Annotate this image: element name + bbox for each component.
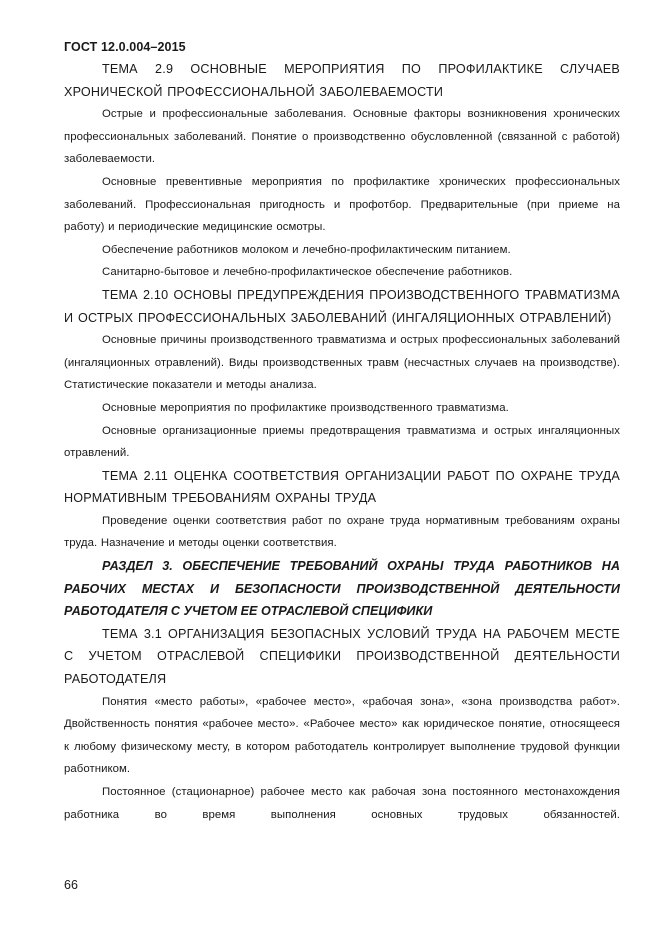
paragraph: Постоянное (стационарное) рабочее место как рабочая зона постоянного местонахождения работника во время выполнения основных трудовых обязанностей.	[64, 786, 620, 821]
section-heading: РАЗДЕЛ 3. ОБЕСПЕЧЕНИЕ ТРЕБОВАНИЙ ОХРАНЫ ТРУДА РАБОТНИКОВ НА РАБОЧИХ МЕСТАХ И БЕЗОПАСНОСТИ ПРОИЗВОДСТВЕННОЙ ДЕЯТЕЛЬНОСТИ РАБОТОДАТЕЛЯ С УЧЕТОМ ЕЕ ОТРАСЛЕВОЙ СПЕЦИФИКИ	[64, 559, 620, 619]
document-body	[64, 58, 620, 826]
paragraph: Основные организационные приемы предотвращения травматизма и острых ингаляционных отравлений.	[64, 424, 620, 460]
paragraph: Понятия «место работы», «рабочее место», «рабочая зона», «зона производства работ». Двойственность понятия «рабочее место». «Рабочее место» как юридическое понятие, относящееся к любому физическому месту, в котором работодатель контролирует выполнение трудовой функции работником.	[64, 695, 620, 776]
topic-heading: ТЕМА 2.10 ОСНОВЫ ПРЕДУПРЕЖДЕНИЯ ПРОИЗВОДСТВЕННОГО ТРАВМАТИЗМА И ОСТРЫХ ПРОФЕССИОНАЛЬНЫХ ЗАБОЛЕВАНИЙ (ИНГАЛЯЦИОННЫХ ОТРАВЛЕНИЙ)	[64, 287, 620, 325]
paragraph: Обеспечение работников молоком и лечебно-профилактическим питанием.	[102, 243, 511, 256]
page-number: 66	[64, 878, 78, 892]
paragraph: Основные превентивные мероприятия по профилактике хронических профессиональных заболеваний. Профессиональная пригодность и профотбор. Предварительные (при приеме на работу) и периодические медицинские осмотры.	[64, 175, 620, 234]
paragraph: Санитарно-бытовое и лечебно-профилактическое обеспечение работников.	[102, 266, 513, 279]
paragraph: Проведение оценки соответствия работ по охране труда нормативным требованиям охраны труда. Назначение и методы оценки соответствия.	[64, 514, 620, 550]
topic-heading: ТЕМА 2.9 ОСНОВНЫЕ МЕРОПРИЯТИЯ ПО ПРОФИЛАКТИКЕ СЛУЧАЕВ ХРОНИЧЕСКОЙ ПРОФЕССИОНАЛЬНОЙ ЗАБОЛЕВАЕМОСТИ	[64, 62, 620, 99]
topic-heading: ТЕМА 3.1 ОРГАНИЗАЦИЯ БЕЗОПАСНЫХ УСЛОВИЙ ТРУДА НА РАБОЧЕМ МЕСТЕ С УЧЕТОМ ОТРАСЛЕВОЙ СПЕЦИФИКИ ПРОИЗВОДСТВЕННОЙ ДЕЯТЕЛЬНОСТИ РАБОТОДАТЕЛЯ	[64, 626, 620, 687]
paragraph: Основные причины производственного травматизма и острых профессиональных заболеваний (ингаляционных отравлений). Виды производственных травм (несчастных случаев на производстве). Статистические показатели и методы анализа.	[64, 334, 620, 392]
document-header: ГОСТ 12.0.004–2015	[64, 40, 186, 54]
paragraph: Основные мероприятия по профилактике производственного травматизма.	[102, 401, 509, 414]
topic-heading: ТЕМА 2.11 ОЦЕНКА СООТВЕТСТВИЯ ОРГАНИЗАЦИИ РАБОТ ПО ОХРАНЕ ТРУДА НОРМАТИВНЫМ ТРЕБОВАНИЯМ ОХРАНЫ ТРУДА	[64, 468, 620, 506]
paragraph: Острые и профессиональные заболевания. Основные факторы возникновения хронических профессиональных заболеваний. Понятие о производственно обусловленной (связанной с работой) заболеваемости.	[64, 108, 620, 166]
